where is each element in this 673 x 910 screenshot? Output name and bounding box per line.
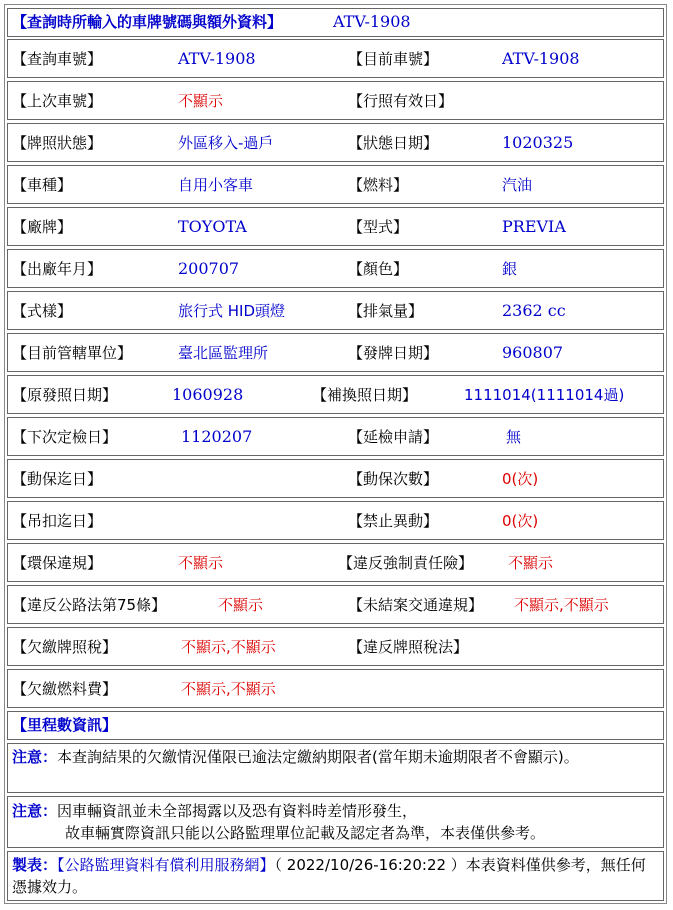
- field-value: ATV-1908: [502, 49, 580, 68]
- note-overdue-body: 本查詢結果的欠繳情況僅限已逾法定繳納期限者(當年期未逾期限者不會顯示)。: [57, 748, 579, 766]
- field-label: 【廠牌】: [12, 218, 73, 236]
- field-value: 0(次): [502, 512, 539, 530]
- field-label: 【查詢車號】: [12, 50, 103, 68]
- field-label: 【排氣量】: [348, 302, 424, 320]
- field-value: 無: [506, 428, 522, 446]
- table-row: [7, 165, 664, 204]
- field-label: 【上次車號】: [12, 92, 103, 110]
- field-value: 不顯示: [178, 92, 224, 110]
- field-label: 【車種】: [12, 176, 73, 194]
- field-value: 不顯示: [218, 596, 264, 614]
- field-value: 自用小客車: [178, 176, 254, 194]
- note-disclaimer-line2: 故車輛實際資訊只能以公路監理單位記載及認定者為準，本表僅供參考。: [65, 824, 546, 842]
- field-label: 【未結案交通違規】: [348, 596, 484, 614]
- field-value: 不顯示: [178, 554, 224, 572]
- field-label: 【行照有效日】: [348, 92, 454, 110]
- note-overdue-label: 注意：: [12, 748, 58, 766]
- field-label: 【欠繳燃料費】: [12, 680, 118, 698]
- field-label: 【牌照狀態】: [12, 134, 103, 152]
- field-label: 【出廠年月】: [12, 260, 103, 278]
- note-disclaimer-line1: 因車輛資訊並未全部揭露以及恐有資料時差情形發生，: [57, 802, 418, 820]
- field-value: 臺北區監理所: [178, 344, 269, 362]
- field-label: 【下次定檢日】: [12, 428, 118, 446]
- field-label: 【式樣】: [12, 302, 73, 320]
- field-value: 1111014(1111014過): [464, 386, 625, 404]
- field-value: 外區移入-過戶: [178, 134, 274, 152]
- field-value: 960807: [502, 343, 564, 362]
- field-value: 2362 cc: [502, 301, 566, 320]
- field-label: 【顏色】: [348, 260, 409, 278]
- table-row: [7, 39, 664, 78]
- field-value: 1020325: [502, 133, 574, 152]
- field-value: 1060928: [172, 385, 244, 404]
- table-row: [7, 207, 664, 246]
- field-label: 【燃料】: [348, 176, 409, 194]
- field-value: 旅行式 HID頭燈: [178, 302, 286, 320]
- table-row: [7, 375, 664, 414]
- report-footer: [7, 851, 664, 901]
- header-title-plate: ATV-1908: [333, 12, 411, 31]
- table-row: [7, 501, 664, 540]
- footer-label: 製表：: [12, 856, 58, 874]
- field-value: 汽油: [502, 176, 533, 194]
- field-label: 【禁止異動】: [348, 512, 439, 530]
- table-row: [7, 459, 664, 498]
- note-disclaimer-label: 注意：: [12, 802, 58, 820]
- table-row: [7, 627, 664, 666]
- table-row: [7, 543, 664, 582]
- field-value: PREVIA: [502, 217, 566, 236]
- field-label: 【延檢申請】: [348, 428, 439, 446]
- table-row: [7, 669, 664, 708]
- footer-timestamp-text: （ 2022/10/26-16:20:22 ）本表資料僅供參考，無任何憑據效力。: [12, 856, 646, 896]
- field-value: 不顯示,不顯示: [514, 596, 609, 614]
- field-label: 【補換照日期】: [312, 386, 418, 404]
- field-value: 200707: [178, 259, 240, 278]
- footer-source-link[interactable]: 【公路監理資料有償利用服務網】: [57, 856, 275, 874]
- field-label: 【原發照日期】: [12, 386, 118, 404]
- mileage-section: [7, 711, 664, 740]
- field-value: 不顯示: [508, 554, 554, 572]
- field-label: 【動保次數】: [348, 470, 439, 488]
- note-overdue: [7, 743, 664, 793]
- field-value: 0(次): [502, 470, 539, 488]
- field-label: 【目前車號】: [348, 50, 439, 68]
- note-disclaimer-text: [12, 800, 657, 822]
- field-label: 【動保迄日】: [12, 470, 103, 488]
- field-label: 【目前管轄單位】: [12, 344, 133, 362]
- field-value: 1120207: [181, 427, 253, 446]
- field-value: ATV-1908: [178, 49, 256, 68]
- field-label: 【違反強制責任險】: [338, 554, 474, 572]
- header-title-label: 【查詢時所輸入的車牌號碼與額外資料】: [12, 13, 283, 31]
- footer-text: [12, 854, 657, 898]
- field-label: 【欠繳牌照稅】: [12, 638, 118, 656]
- note-disclaimer: [7, 796, 664, 848]
- field-label: 【違反牌照稅法】: [348, 638, 469, 656]
- field-label: 【吊扣迄日】: [12, 512, 103, 530]
- field-label: 【狀態日期】: [348, 134, 439, 152]
- report-header: [7, 8, 664, 37]
- table-row: [7, 417, 664, 456]
- table-row: [7, 291, 664, 330]
- field-label: 【環保違規】: [12, 554, 103, 572]
- table-row: [7, 81, 664, 120]
- field-label: 【發牌日期】: [348, 344, 439, 362]
- field-value: TOYOTA: [178, 217, 247, 236]
- field-label: 【型式】: [348, 218, 409, 236]
- table-row: [7, 333, 664, 372]
- field-value: 不顯示,不顯示: [181, 680, 276, 698]
- table-row: [7, 249, 664, 288]
- field-label: 【違反公路法第75條】: [12, 596, 167, 614]
- table-row: [7, 123, 664, 162]
- mileage-label: 【里程數資訊】: [12, 716, 118, 734]
- table-row: [7, 585, 664, 624]
- note-overdue-text: [12, 746, 657, 768]
- field-value: 銀: [502, 260, 518, 278]
- field-value: 不顯示,不顯示: [181, 638, 276, 656]
